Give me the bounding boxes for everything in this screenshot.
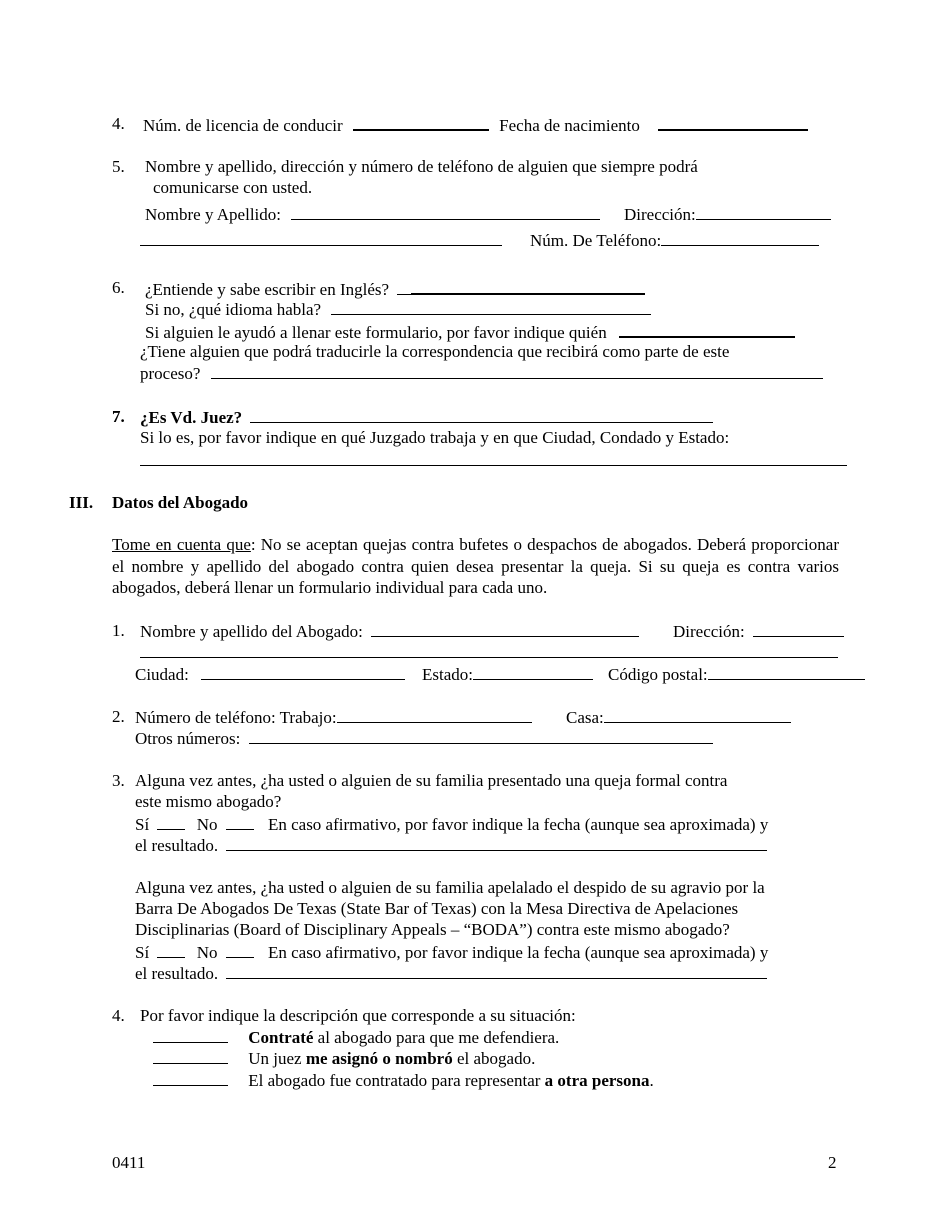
contact-name-label: Nombre y Apellido: [145,205,281,224]
helper-line [145,320,795,343]
helper-label: Si alguien le ayudó a llenar este formulario, por favor indique quién [145,323,607,342]
attorney-item-3-number: 3. [112,771,125,790]
attorney-name-line [140,620,639,642]
license-field[interactable] [353,113,489,131]
contact-address-field[interactable] [696,203,831,220]
contact-address-label: Dirección: [624,205,696,224]
court-field[interactable] [140,449,847,466]
appeal-result-line [135,962,767,984]
zip-field[interactable] [708,663,865,680]
attorney-item-1-number: 1. [112,621,125,640]
contact-address-field-2[interactable] [140,229,502,246]
appeal-text-3: Disciplinarias (Board of Disciplinary Appeals – “BODA”) contra este mismo abogado? [135,920,730,939]
item-5-text-2: comunicarse con usted. [153,178,313,197]
judge-line [140,406,713,428]
attorney-address-field[interactable] [753,620,844,637]
option-3-text: . [649,1071,654,1090]
prior-complaint-result-field[interactable] [226,834,767,851]
prior-complaint-answer-line [135,813,768,835]
if-yes-text: En caso afirmativo, por favor indique la fecha (aunque sea aproximada) y [267,815,769,834]
translate-text: ¿Tiene alguien que podrá traducirle la correspondencia que recibirá como parte de este [140,342,730,361]
option-1-text: al abogado para que me defendiera. [313,1028,560,1047]
no-label: No [196,815,218,834]
option-2-pre: Un juez [248,1049,306,1068]
helper-field[interactable] [619,320,795,338]
option-2 [153,1047,535,1069]
appeal-text-2: Barra De Abogados De Texas (State Bar of Texas) con la Mesa Directiva de Apelaciones [135,899,739,918]
option-3-field[interactable] [153,1069,228,1086]
item-7-number: 7. [112,407,125,426]
option-1-field[interactable] [153,1026,228,1043]
attorney-address-label: Dirección: [673,622,745,641]
contact-phone-field[interactable] [661,229,819,246]
attorney-city-line [135,663,405,685]
attorney-zip-line [608,663,865,685]
option-2-field[interactable] [153,1047,228,1064]
city-label: Ciudad: [135,665,189,684]
translate-label: proceso? [140,364,201,383]
result-label: el resultado. [135,836,219,855]
item-6-number: 6. [112,278,125,297]
attorney-state-line [422,663,593,685]
item-4-line [143,113,808,136]
prior-complaint-text: Alguna vez antes, ¿ha usted o alguien de su familia presentado una queja formal contra [135,771,728,790]
situation-intro: Por favor indique la descripción que corresponde a su situación: [140,1006,576,1025]
city-field[interactable] [201,663,405,680]
translate-line [140,362,823,384]
option-2-bold: me asignó o nombró [305,1049,453,1068]
attorney-name-field[interactable] [371,620,639,637]
attorney-address-line-2 [140,641,838,663]
option-1 [153,1026,559,1048]
zip-label: Código postal: [608,665,708,684]
license-label: Núm. de licencia de conducir [143,116,343,135]
appeal-yes-field[interactable] [157,941,185,958]
prior-complaint-no-field[interactable] [226,813,254,830]
page-number: 2 [828,1153,837,1172]
prior-complaint-yes-field[interactable] [157,813,185,830]
home-phone-label: Casa: [566,708,604,727]
birth-date-label: Fecha de nacimiento [499,116,640,135]
language-label: Si no, ¿qué idioma habla? [145,300,322,319]
birth-date-field[interactable] [658,113,808,131]
english-line [145,277,645,300]
other-numbers-field[interactable] [249,727,713,744]
home-phone-field[interactable] [604,706,791,723]
state-field[interactable] [473,663,593,680]
appeal-answer-line [135,941,768,963]
appeal-result-field[interactable] [226,962,767,979]
attorney-address-field-2[interactable] [140,641,838,658]
option-3-pre: El abogado fue contratado para representar [248,1071,545,1090]
home-phone-line [566,706,791,728]
note-label: Tome en cuenta que [112,535,251,554]
english-field[interactable] [411,277,645,295]
contact-phone-line [530,229,819,251]
translator-field[interactable] [211,362,823,379]
section-title: Datos del Abogado [112,493,249,512]
attorney-address-line [673,620,844,642]
item-4-number: 4. [112,114,125,133]
section-note [112,534,839,599]
appeal-yes-label: Sí [135,943,150,962]
contact-phone-label: Núm. De Teléfono: [530,231,662,250]
other-numbers-label: Otros números: [135,729,241,748]
court-text: Si lo es, por favor indique en qué Juzgado trabaja y en que Ciudad, Condado y Estado: [140,428,730,447]
form-code: 0411 [112,1153,146,1172]
language-line [145,298,651,320]
section-numeral: III. [69,493,94,512]
item-5-text: Nombre y apellido, dirección y número de teléfono de alguien que siempre podrá [145,157,698,176]
option-3-bold: a otra persona [544,1071,650,1090]
item-5-number: 5. [112,157,125,176]
english-field-prefix [397,278,411,295]
court-line [140,449,847,471]
note-text: : No se aceptan quejas contra bufetes o despachos de abogados. Deberá proporcionar el nombre y apellido del abogado contra quien desea presentar la queja. Si su queja es contra varios abogados, deberá llenar un formulario individual para cada uno. [112,535,839,597]
appeal-no-field[interactable] [226,941,254,958]
contact-name-field[interactable] [291,203,600,220]
contact-address-line-2 [140,229,502,251]
appeal-no-label: No [196,943,218,962]
judge-label: ¿Es Vd. Juez? [140,408,243,427]
judge-field[interactable] [250,406,713,423]
attorney-name-label: Nombre y apellido del Abogado: [140,622,363,641]
appeal-if-yes-text: En caso afirmativo, por favor indique la fecha (aunque sea aproximada) y [267,943,769,962]
english-label: ¿Entiende y sabe escribir en Inglés? [145,280,390,299]
appeal-result-label: el resultado. [135,964,219,983]
contact-address-line [624,203,831,225]
option-2-text: el abogado. [452,1049,536,1068]
yes-label: Sí [135,815,150,834]
language-field[interactable] [331,298,651,315]
work-phone-line [135,706,532,728]
attorney-item-4-number: 4. [112,1006,125,1025]
option-1-bold: Contraté [248,1028,314,1047]
prior-complaint-result-line [135,834,767,856]
appeal-text-1: Alguna vez antes, ¿ha usted o alguien de su familia apelalado el despido de su agravio por la [135,878,765,897]
contact-name-line [145,203,600,225]
work-phone-field[interactable] [337,706,532,723]
work-phone-label: Número de teléfono: Trabajo: [135,708,337,727]
attorney-item-2-number: 2. [112,707,125,726]
prior-complaint-text-2: este mismo abogado? [135,792,282,811]
other-numbers-line [135,727,713,749]
state-label: Estado: [422,665,473,684]
option-3 [153,1069,654,1091]
